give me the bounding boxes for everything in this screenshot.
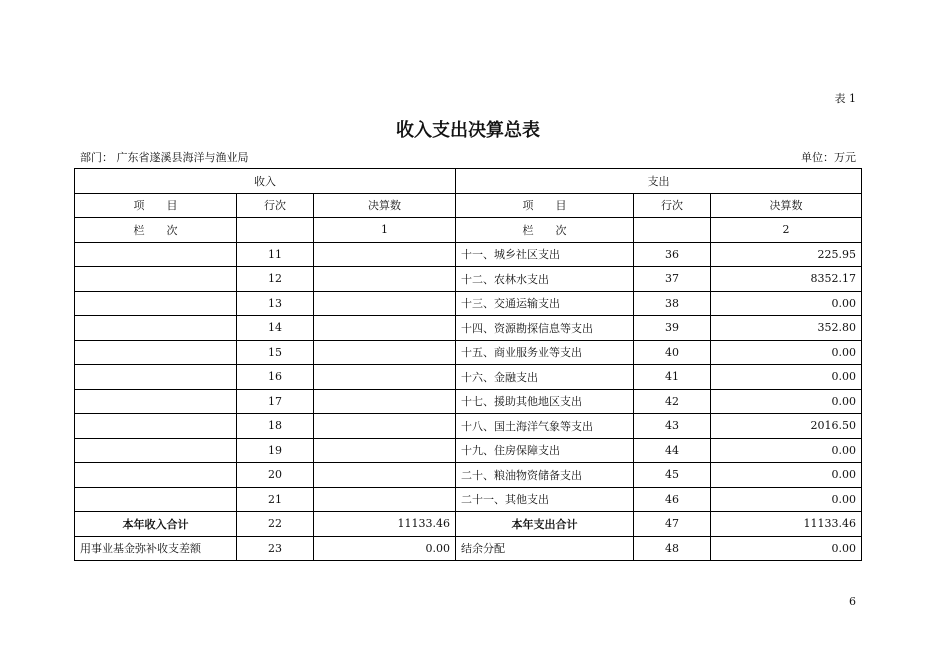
- income-amount: [314, 463, 456, 488]
- income-amount: [314, 340, 456, 365]
- income-line: 14: [237, 316, 314, 341]
- expense-item: 十三、交通运输支出: [456, 291, 634, 316]
- income-line: 18: [237, 414, 314, 439]
- income-amount: [314, 414, 456, 439]
- unit-label: 单位：万元: [801, 151, 856, 164]
- expense-item: 十一、城乡社区支出: [456, 242, 634, 267]
- table-row: [75, 487, 862, 512]
- expense-line: 46: [634, 487, 711, 512]
- income-amount: [314, 389, 456, 414]
- income-line: 19: [237, 438, 314, 463]
- expense-amount: 0.00: [711, 291, 862, 316]
- expense-amount: 0.00: [711, 340, 862, 365]
- expense-item: 二十、粮油物资储备支出: [456, 463, 634, 488]
- table-row: [75, 267, 862, 292]
- department-label: 部门：: [80, 151, 113, 164]
- income-line: 22: [237, 512, 314, 537]
- table-row: [75, 365, 862, 390]
- income-item: [75, 463, 237, 488]
- income-item: [75, 242, 237, 267]
- income-amount: [314, 487, 456, 512]
- expense-amount-header: 决算数: [711, 193, 862, 218]
- expense-amount: 352.80: [711, 316, 862, 341]
- income-amount: [314, 365, 456, 390]
- income-amount: [314, 316, 456, 341]
- expense-item: 十五、商业服务业等支出: [456, 340, 634, 365]
- income-item: [75, 291, 237, 316]
- expense-line-header: 行次: [634, 193, 711, 218]
- table-row: [75, 463, 862, 488]
- income-line: 11: [237, 242, 314, 267]
- income-item: [75, 389, 237, 414]
- income-line: 20: [237, 463, 314, 488]
- expense-column-label: 栏 次: [456, 218, 634, 243]
- page-number: 6: [849, 595, 856, 608]
- expense-header: 支出: [456, 169, 862, 194]
- expense-line: 45: [634, 463, 711, 488]
- expense-item: 十二、农林水支出: [456, 267, 634, 292]
- table-row: [75, 291, 862, 316]
- expense-amount: 0.00: [711, 463, 862, 488]
- page-title: 收入支出决算总表: [396, 120, 540, 141]
- table-number: 表 1: [834, 92, 856, 105]
- income-item: 用事业基金弥补收支差额: [75, 536, 237, 561]
- income-line: 16: [237, 365, 314, 390]
- header-row-sections: [75, 169, 862, 194]
- department-name: 广东省遂溪县海洋与渔业局: [116, 151, 249, 164]
- table-row: [75, 316, 862, 341]
- expense-item: 本年支出合计: [456, 512, 634, 537]
- income-header: 收入: [75, 169, 456, 194]
- expense-item-header: 项 目: [456, 193, 634, 218]
- income-item-header: 项 目: [75, 193, 237, 218]
- expense-line: 42: [634, 389, 711, 414]
- income-line: 13: [237, 291, 314, 316]
- income-amount: 11133.46: [314, 512, 456, 537]
- column-number-row: [75, 218, 862, 243]
- header-row-columns: [75, 193, 862, 218]
- income-item: [75, 365, 237, 390]
- expense-amount: 0.00: [711, 365, 862, 390]
- expense-item: 十四、资源勘探信息等支出: [456, 316, 634, 341]
- expense-line: 36: [634, 242, 711, 267]
- expense-item: 十八、国土海洋气象等支出: [456, 414, 634, 439]
- expense-item: 十六、金融支出: [456, 365, 634, 390]
- expense-item: 十九、住房保障支出: [456, 438, 634, 463]
- income-item: [75, 340, 237, 365]
- department-line: [80, 149, 249, 165]
- expense-line: 44: [634, 438, 711, 463]
- expense-line: 39: [634, 316, 711, 341]
- expense-item: 二十一、其他支出: [456, 487, 634, 512]
- expense-amount: 11133.46: [711, 512, 862, 537]
- total-row: [75, 512, 862, 537]
- income-column-number: 1: [314, 218, 456, 243]
- income-column-line: [237, 218, 314, 243]
- expense-line: 47: [634, 512, 711, 537]
- income-line: 23: [237, 536, 314, 561]
- income-item: [75, 414, 237, 439]
- expense-line: 43: [634, 414, 711, 439]
- balance-row: [75, 536, 862, 561]
- expense-amount: 0.00: [711, 438, 862, 463]
- table-row: [75, 389, 862, 414]
- income-item: [75, 267, 237, 292]
- income-item: [75, 316, 237, 341]
- income-amount: [314, 438, 456, 463]
- expense-item: 结余分配: [456, 536, 634, 561]
- expense-amount: 0.00: [711, 536, 862, 561]
- expense-amount: 0.00: [711, 487, 862, 512]
- income-line: 17: [237, 389, 314, 414]
- expense-line: 37: [634, 267, 711, 292]
- table-row: [75, 340, 862, 365]
- income-column-label: 栏 次: [75, 218, 237, 243]
- expense-line: 38: [634, 291, 711, 316]
- expense-column-number: 2: [711, 218, 862, 243]
- expense-amount: 8352.17: [711, 267, 862, 292]
- income-line: 21: [237, 487, 314, 512]
- expense-item: 十七、援助其他地区支出: [456, 389, 634, 414]
- table-row: [75, 414, 862, 439]
- expense-amount: 0.00: [711, 389, 862, 414]
- income-line: 12: [237, 267, 314, 292]
- expense-column-line: [634, 218, 711, 243]
- income-amount: [314, 291, 456, 316]
- income-amount-header: 决算数: [314, 193, 456, 218]
- expense-amount: 225.95: [711, 242, 862, 267]
- table-row: [75, 242, 862, 267]
- expense-line: 41: [634, 365, 711, 390]
- income-amount: [314, 267, 456, 292]
- income-item: 本年收入合计: [75, 512, 237, 537]
- expense-amount: 2016.50: [711, 414, 862, 439]
- income-amount: [314, 242, 456, 267]
- table-row: [75, 438, 862, 463]
- income-item: [75, 487, 237, 512]
- income-line: 15: [237, 340, 314, 365]
- income-line-header: 行次: [237, 193, 314, 218]
- income-item: [75, 438, 237, 463]
- income-amount: 0.00: [314, 536, 456, 561]
- budget-table: [74, 168, 862, 561]
- expense-line: 48: [634, 536, 711, 561]
- expense-line: 40: [634, 340, 711, 365]
